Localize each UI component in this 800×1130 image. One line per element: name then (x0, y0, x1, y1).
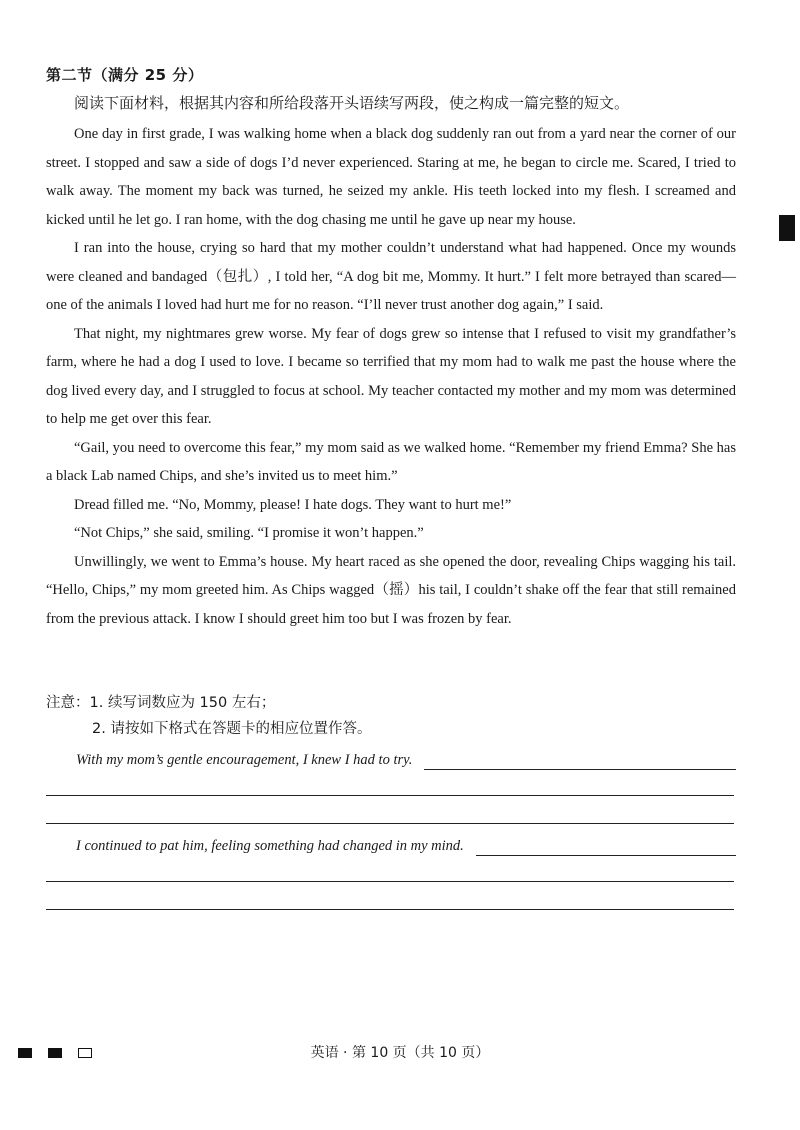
section-title: 第二节（满分 25 分） (46, 66, 204, 84)
continuation-prompt-1 (76, 750, 736, 770)
passage-paragraph: “Not Chips,” she said, smiling. “I promise it won’t happen.” (74, 525, 424, 541)
passage-paragraph: Dread filled me. “No, Mommy, please! I hate dogs. They want to hurt me!” (74, 496, 512, 513)
answer-line[interactable] (46, 795, 734, 796)
passage-paragraph: Unwillingly, we went to Emma’s house. My heart raced as she opened the door, revealing Chips wagging his tail. “Hello, Chips,” my mom greeted him. As Chips wagged（摇）his tail, I couldn’t shake off the fear that still remained from the previous attack. I know I should greet him too but I was frozen by fear. (46, 553, 736, 627)
passage-paragraph: That night, my nightmares grew worse. My fear of dogs grew so intense that I refused to visit my grandfather’s farm, where he had a dog I used to love. I became so terrified that my mom had to walk me past the house where the dog lived every day, and I struggled to focus at school. My teacher contacted my mother and my mom was determined to help me get over this fear. (46, 325, 736, 427)
note-word-count: 注意：1. 续写词数应为 150 左右； (46, 695, 276, 711)
note-answer-format: 2. 请按如下格式在答题卡的相应位置作答。 (92, 721, 372, 737)
passage-paragraph: “Gail, you need to overcome this fear,” my mom said as we walked home. “Remember my friend Emma? She has a black Lab named Chips, and she’s invited us to meet him.” (46, 439, 736, 484)
prompt-text-2: I continued to pat him, feeling something had changed in my mind. (76, 838, 464, 854)
passage-paragraph: I ran into the house, crying so hard that my mother couldn’t understand what had happened. Once my wounds were cleaned and bandaged（包扎）, I told her, “A dog bit me, Mommy. It hurt.” I felt more betrayed than scared—one of the animals I loved had hurt me for no reason. “I’ll never trust another dog again,” I said. (46, 240, 736, 313)
answer-line[interactable] (46, 823, 734, 824)
reading-passage (46, 120, 736, 633)
passage-paragraph: One day in first grade, I was walking home when a black dog suddenly ran out from a yard near the corner of our street. I stopped and saw a side of dogs I’d never experienced. Staring at me, he began to circle me. Scared, I tried to walk away. The moment my back was turned, he seized my ankle. His teeth locked into my flesh. I screamed and kicked until he let go. I ran home, with the dog chasing me until he gave up near my house. (46, 126, 736, 228)
answer-line[interactable] (476, 841, 736, 856)
answer-line[interactable] (46, 881, 734, 882)
answer-line[interactable] (46, 909, 734, 910)
prompt-text-1: With my mom’s gentle encouragement, I knew I had to try. (76, 752, 413, 768)
alignment-mark (779, 215, 795, 241)
notes (46, 690, 736, 742)
section-instruction: 阅读下面材料，根据其内容和所给段落开头语续写两段，使之构成一篇完整的短文。 (74, 94, 630, 112)
continuation-prompt-2 (76, 836, 736, 856)
page-footer: 英语 · 第 10 页（共 10 页） (310, 1045, 490, 1061)
answer-line[interactable] (424, 755, 736, 770)
